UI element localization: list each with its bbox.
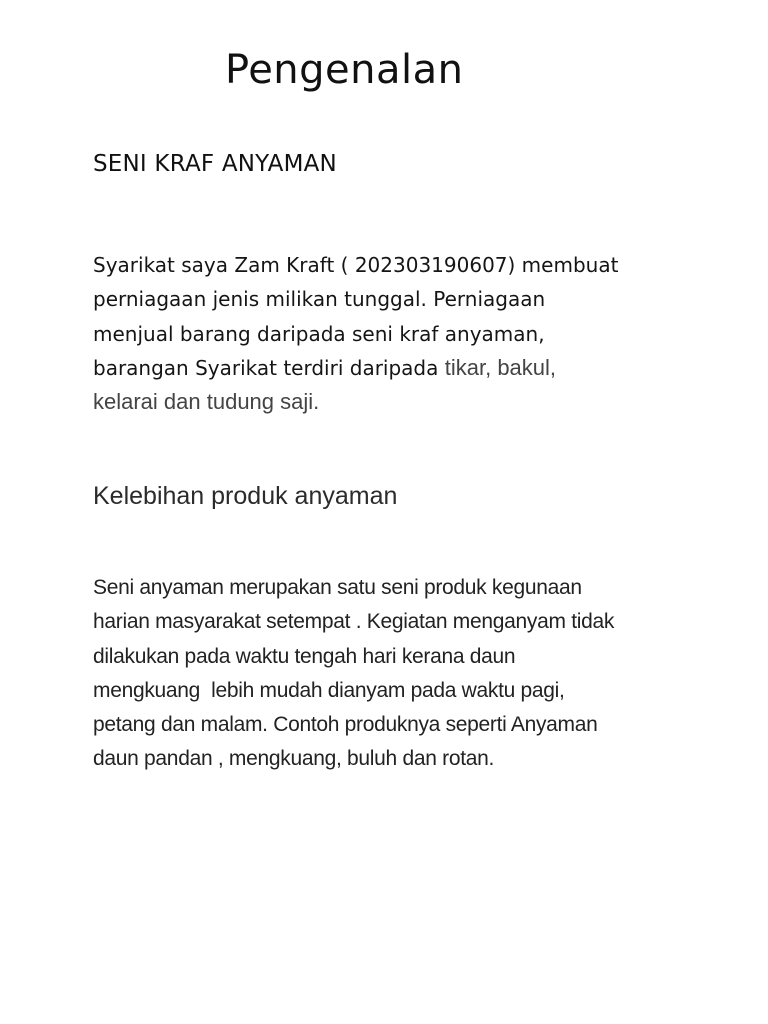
benefits-line-5: petang dan malam. Contoh produknya seperti Anyaman [93, 713, 598, 737]
intro-line-4 [93, 351, 693, 385]
benefits-line-4: mengkuang lebih mudah dianyam pada waktu pagi, [93, 678, 565, 702]
section-heading: Kelebihan produk anyaman [93, 482, 398, 510]
intro-line-5: kelarai dan tudung saji. [93, 389, 320, 415]
benefits-line-1: Seni anyaman merupakan satu seni produk kegunaan [93, 576, 582, 599]
intro-line-3: menjual barang daripada seni kraf anyaman, [93, 321, 545, 346]
intro-paragraph [93, 248, 693, 419]
intro-line-1: Syarikat saya Zam Kraft ( 202303190607) membuat [93, 253, 619, 277]
document-subtitle: SENI KRAF ANYAMAN [93, 151, 337, 177]
benefits-line-3: dilakukan pada waktu tengah hari kerana daun [93, 644, 516, 668]
benefits-paragraph [93, 571, 693, 777]
benefits-line-2: harian masyarakat setempat . Kegiatan menganyam tidak [93, 610, 615, 634]
intro-line-2: perniagaan jenis milikan tunggal. Perniagaan [93, 287, 546, 312]
intro-products-text: tikar, bakul, [444, 354, 557, 380]
benefits-line-6: daun pandan , mengkuang, buluh dan rotan. [93, 747, 495, 771]
intro-line-4-text: barangan Syarikat terdiri daripada [93, 355, 445, 380]
page-title: Pengenalan [225, 47, 464, 93]
